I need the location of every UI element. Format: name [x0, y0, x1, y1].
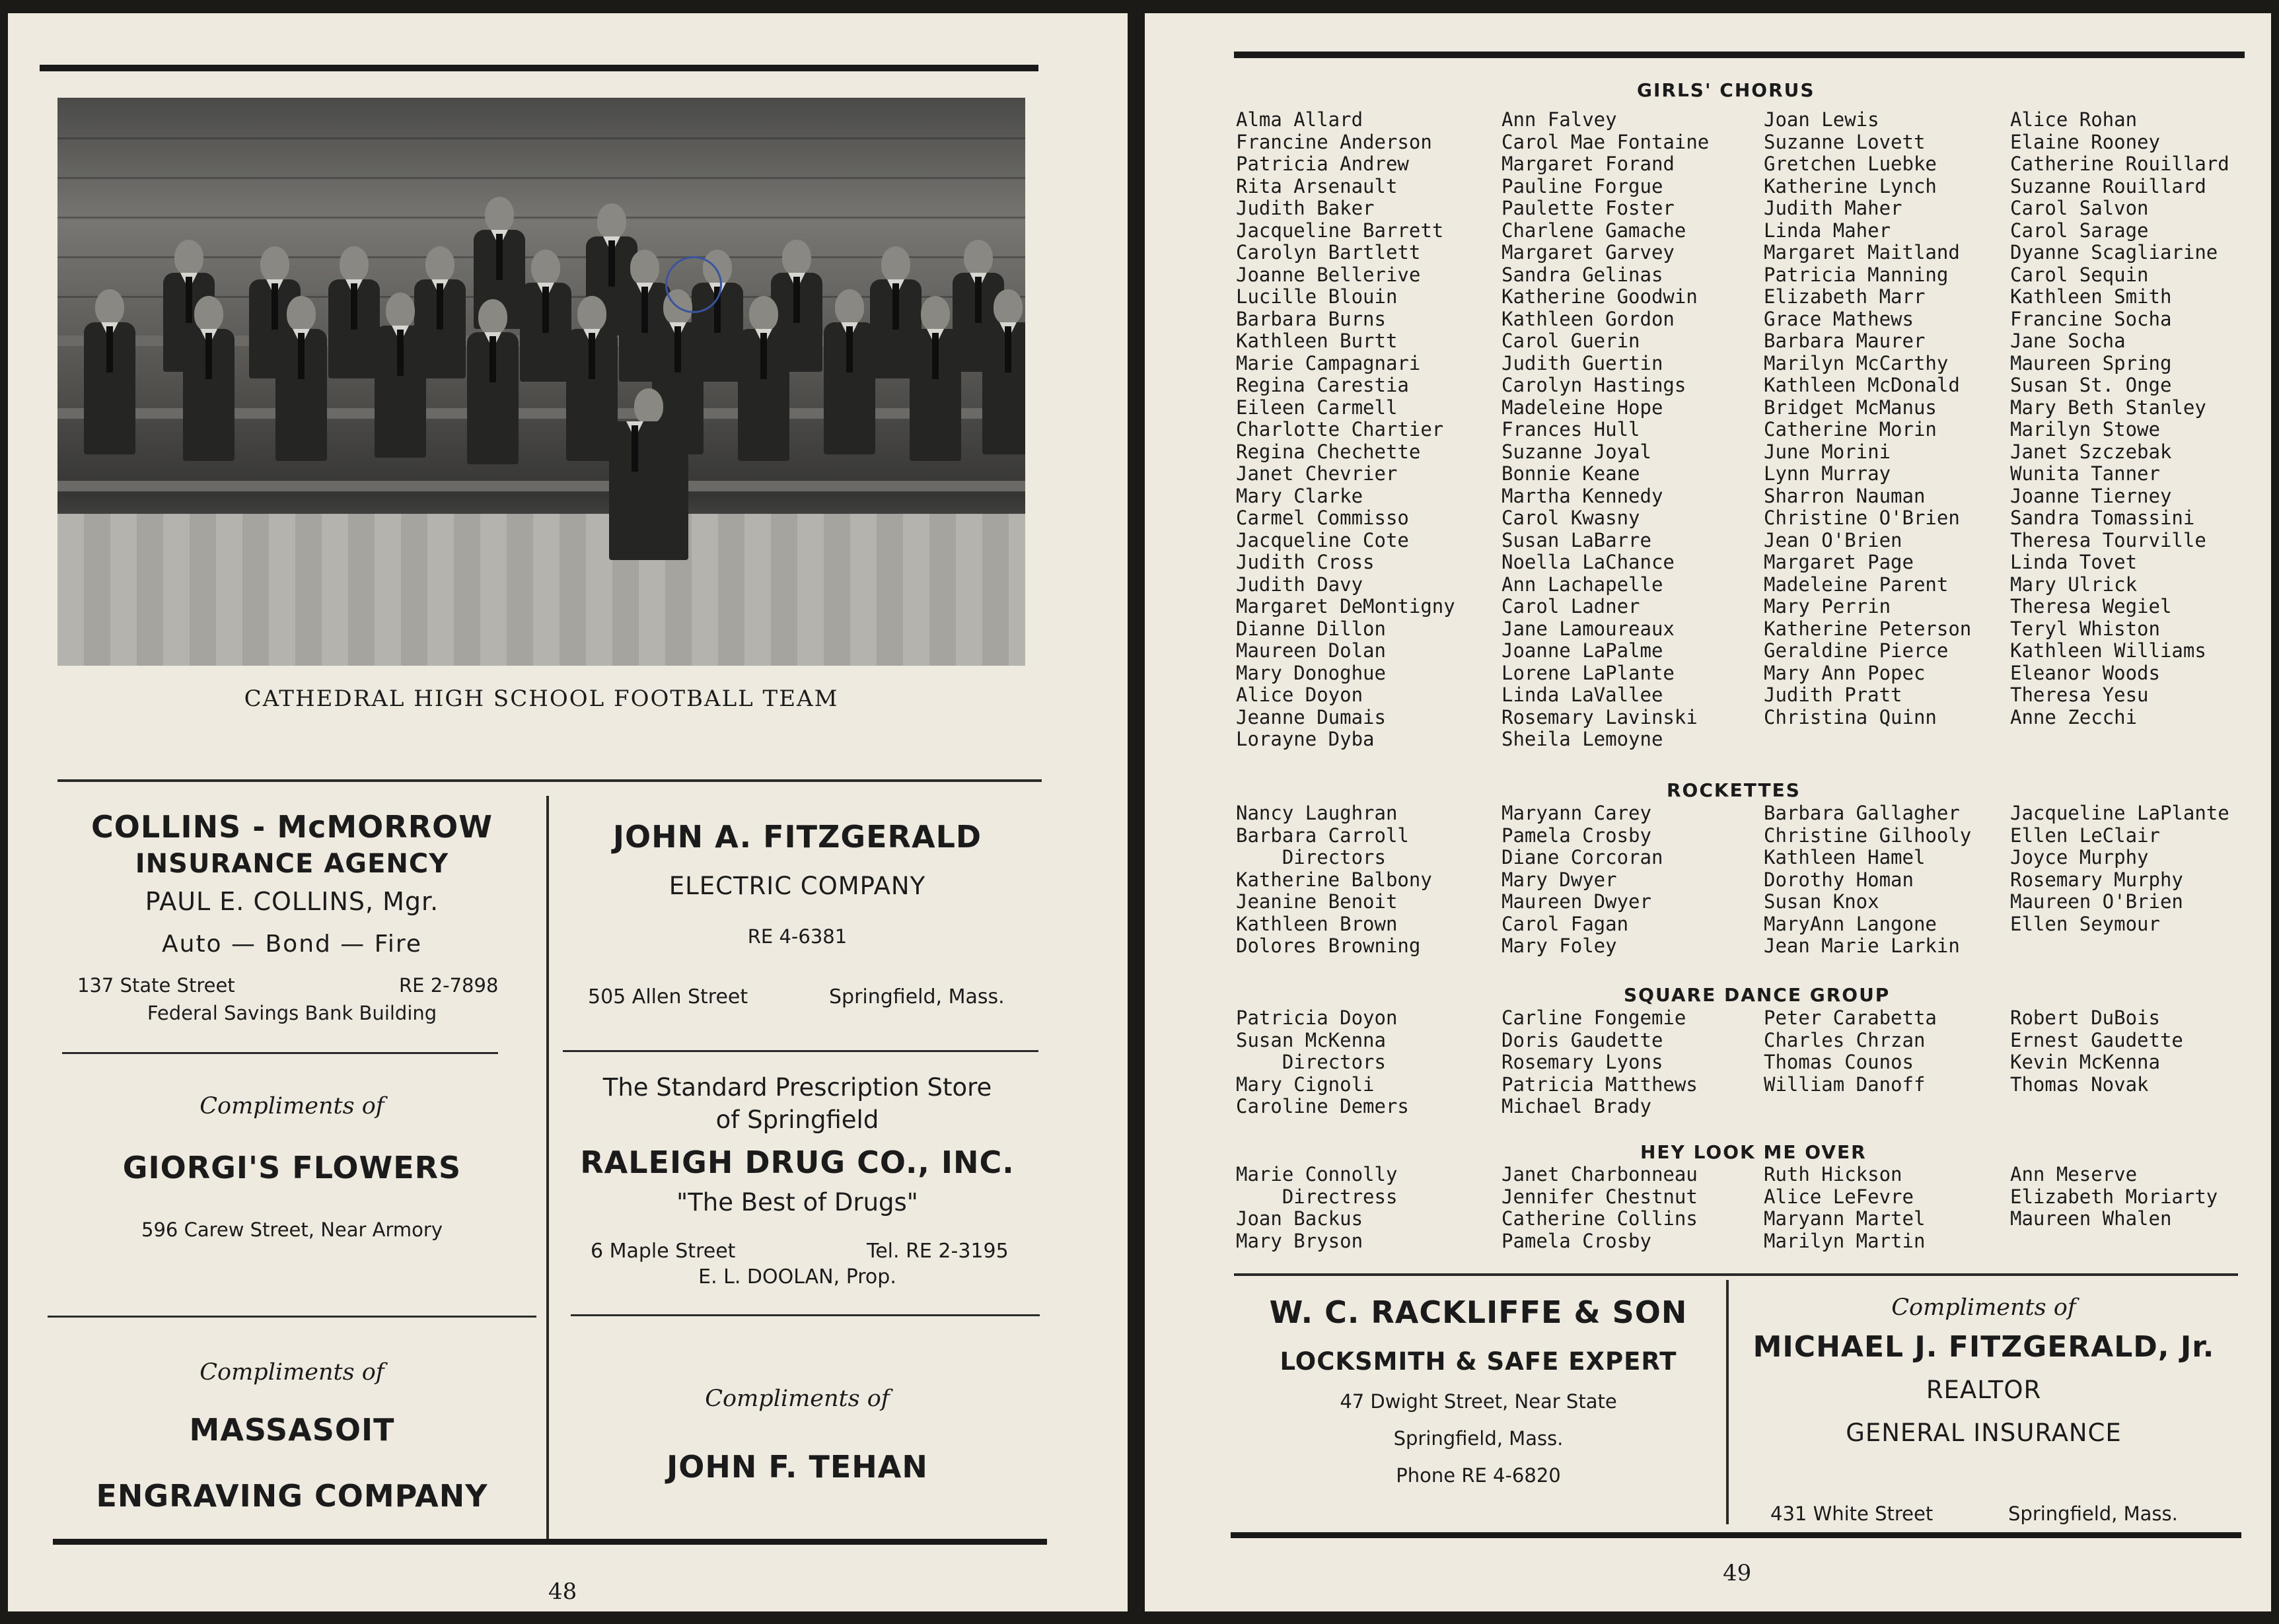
- list-item: Thomas Counos: [1764, 1051, 1914, 1073]
- list-item: Alma Allard: [1236, 108, 1363, 131]
- ad-grid-divider: [546, 796, 549, 1542]
- ad-rule: [62, 1052, 498, 1054]
- hey-look-col4: [2010, 1164, 2218, 1230]
- list-item: Catherine Rouillard: [2010, 153, 2229, 175]
- list-item: Alice LeFevre: [1764, 1185, 1914, 1208]
- list-item: Elizabeth Marr: [1764, 285, 1926, 308]
- list-item: Barbara Burns: [1236, 307, 1386, 330]
- list-item: Mary Beth Stanley: [2010, 396, 2206, 419]
- list-item: Michael Brady: [1501, 1095, 1651, 1117]
- collins-services: Auto — Bond — Fire: [162, 931, 422, 958]
- ad-divider: [1726, 1280, 1729, 1524]
- list-item: Francine Anderson: [1236, 130, 1432, 153]
- list-item: Lorene LaPlante: [1501, 661, 1675, 684]
- list-item: Maryann Martel: [1764, 1207, 1926, 1230]
- list-item: Jennifer Chestnut: [1501, 1185, 1698, 1208]
- list-item: Judith Maher: [1764, 197, 1902, 219]
- ad-rule: [563, 1050, 1038, 1052]
- list-item: Eleanor Woods: [2010, 661, 2160, 684]
- list-item: Lorayne Dyba: [1236, 728, 1375, 750]
- list-item: Jacqueline Barrett: [1236, 219, 1444, 242]
- list-item: Charlene Gamache: [1501, 219, 1686, 242]
- hey-look-col2: [1501, 1164, 1698, 1252]
- list-item: Mary Dwyer: [1501, 868, 1617, 891]
- fitzgerald-subtitle: ELECTRIC COMPANY: [669, 872, 926, 900]
- list-item: Anne Zecchi: [2010, 705, 2138, 728]
- list-item: Mary Clarke: [1236, 484, 1363, 507]
- list-item: Rosemary Lyons: [1501, 1051, 1663, 1073]
- list-item: Directors: [1236, 1051, 1386, 1073]
- hey-look-heading: HEY LOOK ME OVER: [1640, 1141, 1867, 1163]
- list-item: Linda LaVallee: [1501, 684, 1663, 706]
- fitzgerald-electric-ad: [556, 819, 1038, 948]
- list-item: Sharron Nauman: [1764, 484, 1926, 507]
- fitzgerald-address: 505 Allen Street: [588, 985, 748, 1008]
- team-photo: [57, 98, 1025, 666]
- list-item: Rita Arsenault: [1236, 174, 1398, 197]
- list-item: Rosemary Lavinski: [1501, 705, 1698, 728]
- list-item: Mary Ulrick: [2010, 573, 2138, 596]
- list-item: Judith Baker: [1236, 197, 1375, 219]
- list-item: Barbara Maurer: [1764, 330, 1926, 352]
- list-item: Carline Fongemie: [1501, 1006, 1686, 1029]
- list-item: Theresa Tourville: [2010, 528, 2206, 551]
- list-item: Maureen Dwyer: [1501, 890, 1651, 913]
- list-item: Katherine Goodwin: [1501, 285, 1698, 308]
- list-item: Pamela Crosby: [1501, 1229, 1651, 1252]
- list-item: Mary Perrin: [1764, 595, 1891, 618]
- list-item: Pauline Forgue: [1501, 174, 1663, 197]
- list-item: Patricia Doyon: [1236, 1006, 1398, 1029]
- list-item: Pamela Crosby: [1501, 824, 1651, 847]
- list-item: Margaret DeMontigny: [1236, 595, 1455, 618]
- list-item: Maryann Carey: [1501, 802, 1651, 824]
- list-item: Jane Lamoureaux: [1501, 617, 1675, 640]
- list-item: Regina Chechette: [1236, 440, 1421, 463]
- giorgi-ad: [48, 1093, 536, 1241]
- photo-caption: CATHEDRAL HIGH SCHOOL FOOTBALL TEAM: [244, 686, 839, 712]
- list-item: Ellen Seymour: [2010, 912, 2160, 935]
- collins-name: COLLINS - McMORROW: [91, 809, 493, 845]
- list-item: Jeanne Dumais: [1236, 705, 1386, 728]
- fitzgerald-phone: RE 4-6381: [747, 925, 848, 948]
- list-item: Kathleen Hamel: [1764, 846, 1926, 868]
- list-item: Christine Gilhooly: [1764, 824, 1972, 847]
- list-item: Christina Quinn: [1764, 705, 1937, 728]
- collins-building: Federal Savings Bank Building: [147, 1002, 437, 1024]
- raleigh-ad: [556, 1073, 1038, 1217]
- michael-city: Springfield, Mass.: [2008, 1502, 2178, 1525]
- list-item: Kathleen Gordon: [1501, 307, 1675, 330]
- michael-address: 431 White Street: [1770, 1502, 1934, 1525]
- page-number: 49: [1723, 1560, 1752, 1586]
- list-item: Carmel Commisso: [1236, 507, 1409, 529]
- list-item: Margaret Maitland: [1764, 241, 1960, 264]
- list-item: Dianne Dillon: [1236, 617, 1386, 640]
- list-item: Linda Tovet: [2010, 551, 2138, 573]
- list-item: Mary Ann Popec: [1764, 661, 1926, 684]
- list-item: Paulette Foster: [1501, 197, 1675, 219]
- raleigh-slogan: "The Best of Drugs": [676, 1188, 918, 1217]
- list-item: Ruth Hickson: [1764, 1163, 1902, 1185]
- square-dance-col2: [1501, 1007, 1698, 1118]
- raleigh-prop: E. L. DOOLAN, Prop.: [698, 1265, 896, 1289]
- raleigh-line1: The Standard Prescription Store: [602, 1073, 992, 1102]
- list-item: Jean Marie Larkin: [1764, 935, 1960, 957]
- list-item: Margaret Page: [1764, 551, 1914, 573]
- list-item: Dyanne Scagliarine: [2010, 241, 2218, 264]
- list-item: Theresa Wegiel: [2010, 595, 2172, 618]
- list-item: Frances Hull: [1501, 418, 1640, 441]
- list-item: Katherine Balbony: [1236, 868, 1432, 891]
- square-dance-col1: [1236, 1007, 1409, 1118]
- list-item: Regina Carestia: [1236, 374, 1409, 396]
- girls-chorus-col1: [1236, 109, 1455, 751]
- square-dance-col3: [1764, 1007, 1937, 1096]
- list-item: Jane Socha: [2010, 330, 2126, 352]
- rackliffe-subtitle: LOCKSMITH & SAFE EXPERT: [1280, 1347, 1677, 1376]
- square-dance-heading: SQUARE DANCE GROUP: [1624, 984, 1891, 1006]
- fitzgerald-city: Springfield, Mass.: [829, 985, 1005, 1008]
- list-item: Carol Sequin: [2010, 263, 2149, 286]
- list-item: Mary Cignoli: [1236, 1073, 1375, 1096]
- list-item: Charlotte Chartier: [1236, 418, 1444, 441]
- list-item: Ernest Gaudette: [2010, 1028, 2183, 1051]
- list-item: Directors: [1236, 846, 1386, 868]
- list-item: Sandra Tomassini: [2010, 507, 2195, 529]
- list-item: Janet Charbonneau: [1501, 1163, 1698, 1185]
- list-item: Katherine Peterson: [1764, 617, 1972, 640]
- michael-fitzgerald-ad: [1729, 1294, 2238, 1447]
- list-item: Diane Corcoran: [1501, 846, 1663, 868]
- list-item: Marilyn Stowe: [2010, 418, 2160, 441]
- list-item: Alice Rohan: [2010, 108, 2138, 131]
- list-item: Mary Foley: [1501, 935, 1617, 957]
- collins-manager: PAUL E. COLLINS, Mgr.: [145, 887, 439, 916]
- list-item: MaryAnn Langone: [1764, 912, 1937, 935]
- list-item: Jean O'Brien: [1764, 528, 1902, 551]
- tehan-name: JOHN F. TEHAN: [667, 1449, 928, 1485]
- list-item: Ellen LeClair: [2010, 824, 2160, 847]
- girls-chorus-heading: GIRLS' CHORUS: [1637, 79, 1815, 101]
- fitzgerald-name: JOHN A. FITZGERALD: [612, 819, 982, 855]
- bottom-rule: [1231, 1532, 2241, 1538]
- collins-ad: [48, 809, 536, 958]
- raleigh-line2: of Springfield: [715, 1106, 879, 1134]
- list-item: Carol Mae Fontaine: [1501, 130, 1710, 153]
- ink-circle: [665, 256, 722, 313]
- list-item: Gretchen Luebke: [1764, 153, 1937, 175]
- rockettes-col1: [1236, 802, 1432, 958]
- ad-rule: [571, 1314, 1040, 1316]
- massasoit-ad: [48, 1359, 536, 1514]
- girls-chorus-col3: [1764, 109, 1971, 728]
- list-item: Nancy Laughran: [1236, 802, 1398, 824]
- square-dance-col4: [2010, 1007, 2183, 1096]
- top-rule: [1234, 52, 2245, 58]
- list-item: Janet Szczebak: [2010, 440, 2172, 463]
- list-item: Carol Salvon: [2010, 197, 2149, 219]
- list-item: Lynn Murray: [1764, 462, 1891, 485]
- list-item: Dorothy Homan: [1764, 868, 1914, 891]
- list-item: Elaine Rooney: [2010, 130, 2160, 153]
- tehan-compliments: Compliments of: [705, 1386, 890, 1412]
- list-item: Kathleen McDonald: [1764, 374, 1960, 396]
- raleigh-phone: Tel. RE 2-3195: [867, 1240, 1009, 1263]
- list-item: Elizabeth Moriarty: [2010, 1185, 2218, 1208]
- right-page: [1145, 13, 2271, 1611]
- list-item: Mary Donoghue: [1236, 661, 1386, 684]
- list-item: Janet Chevrier: [1236, 462, 1398, 485]
- list-item: Carol Guerin: [1501, 330, 1640, 352]
- list-item: Carol Sarage: [2010, 219, 2149, 242]
- rackliffe-name: W. C. RACKLIFFE & SON: [1269, 1294, 1688, 1330]
- list-item: Judith Pratt: [1764, 684, 1902, 706]
- massasoit-name: MASSASOIT: [189, 1412, 395, 1448]
- michael-name: MICHAEL J. FITZGERALD, Jr.: [1753, 1330, 2215, 1364]
- list-item: Suzanne Joyal: [1501, 440, 1651, 463]
- giorgi-address: 596 Carew Street, Near Armory: [141, 1218, 443, 1241]
- list-item: Patricia Matthews: [1501, 1073, 1698, 1096]
- list-item: Marilyn Martin: [1764, 1229, 1926, 1252]
- list-item: Jacqueline LaPlante: [2010, 802, 2229, 824]
- list-item: Marilyn McCarthy: [1764, 351, 1949, 374]
- list-item: Marie Connolly: [1236, 1163, 1398, 1185]
- list-item: Patricia Manning: [1764, 263, 1949, 286]
- list-item: Bonnie Keane: [1501, 462, 1640, 485]
- list-item: Catherine Collins: [1501, 1207, 1698, 1230]
- ad-grid-top-rule: [57, 779, 1042, 782]
- list-item: Peter Carabetta: [1764, 1006, 1937, 1029]
- list-item: Margaret Forand: [1501, 153, 1675, 175]
- list-item: Ann Meserve: [2010, 1163, 2138, 1185]
- list-item: Judith Cross: [1236, 551, 1375, 573]
- list-item: Kathleen Smith: [2010, 285, 2172, 308]
- list-item: Carol Ladner: [1501, 595, 1640, 618]
- list-item: Carolyn Bartlett: [1236, 241, 1421, 264]
- list-item: Suzanne Lovett: [1764, 130, 1926, 153]
- list-item: Caroline Demers: [1236, 1095, 1409, 1117]
- list-item: Joan Backus: [1236, 1207, 1363, 1230]
- list-item: Linda Maher: [1764, 219, 1891, 242]
- list-item: Noella LaChance: [1501, 551, 1675, 573]
- rockettes-col3: [1764, 802, 1971, 958]
- list-item: Judith Davy: [1236, 573, 1363, 596]
- bottom-rule: [53, 1539, 1047, 1545]
- rackliffe-address: 47 Dwight Street, Near State: [1340, 1390, 1617, 1413]
- list-item: Kathleen Burtt: [1236, 330, 1398, 352]
- raleigh-address: 6 Maple Street: [591, 1240, 736, 1263]
- list-item: Katherine Lynch: [1764, 174, 1937, 197]
- list-item: Wunita Tanner: [2010, 462, 2160, 485]
- list-item: Mary Bryson: [1236, 1229, 1363, 1252]
- list-item: Maureen Dolan: [1236, 639, 1386, 662]
- rackliffe-phone: Phone RE 4-6820: [1396, 1464, 1561, 1487]
- giorgi-compliments: Compliments of: [199, 1093, 384, 1119]
- rockettes-heading: ROCKETTES: [1667, 779, 1801, 801]
- list-item: Joanne Bellerive: [1236, 263, 1421, 286]
- list-item: Charles Chrzan: [1764, 1028, 1926, 1051]
- list-item: June Morini: [1764, 440, 1891, 463]
- collins-address: 137 State Street: [77, 974, 235, 997]
- list-item: Thomas Novak: [2010, 1073, 2149, 1096]
- list-item: Madeleine Parent: [1764, 573, 1949, 596]
- girls-chorus-col2: [1501, 109, 1709, 751]
- list-item: Sheila Lemoyne: [1501, 728, 1663, 750]
- list-item: Marie Campagnari: [1236, 351, 1421, 374]
- raleigh-name: RALEIGH DRUG CO., INC.: [580, 1145, 1015, 1180]
- list-item: Patricia Andrew: [1236, 153, 1409, 175]
- list-item: Kathleen Brown: [1236, 912, 1398, 935]
- rackliffe-ad: [1234, 1294, 1723, 1487]
- list-item: Sandra Gelinas: [1501, 263, 1663, 286]
- list-item: Maureen Spring: [2010, 351, 2172, 374]
- michael-line1: REALTOR: [1926, 1376, 2042, 1404]
- collins-subtitle: INSURANCE AGENCY: [135, 849, 449, 879]
- list-item: Ann Lachapelle: [1501, 573, 1663, 596]
- list-item: Directress: [1236, 1185, 1398, 1208]
- list-item: Kevin McKenna: [2010, 1051, 2160, 1073]
- list-item: Maureen Whalen: [2010, 1207, 2172, 1230]
- list-item: Susan Knox: [1764, 890, 1879, 913]
- rockettes-col2: [1501, 802, 1663, 958]
- massasoit-name2: ENGRAVING COMPANY: [96, 1478, 488, 1514]
- list-item: Kathleen Williams: [2010, 639, 2206, 662]
- list-item: Madeleine Hope: [1501, 396, 1663, 419]
- list-item: Joanne Tierney: [2010, 484, 2172, 507]
- rockettes-col4: [2010, 802, 2229, 935]
- list-item: Margaret Garvey: [1501, 241, 1675, 264]
- list-item: Bridget McManus: [1764, 396, 1937, 419]
- list-item: Susan McKenna: [1236, 1028, 1386, 1051]
- ad-top-rule: [1234, 1273, 2238, 1276]
- list-item: Susan LaBarre: [1501, 528, 1651, 551]
- list-item: Catherine Morin: [1764, 418, 1937, 441]
- page-number: 48: [548, 1578, 577, 1605]
- list-item: Alice Doyon: [1236, 684, 1363, 706]
- list-item: Carolyn Hastings: [1501, 374, 1686, 396]
- massasoit-compliments: Compliments of: [199, 1359, 384, 1386]
- list-item: Christine O'Brien: [1764, 507, 1960, 529]
- girls-chorus-col4: [2010, 109, 2229, 728]
- list-item: Martha Kennedy: [1501, 484, 1663, 507]
- list-item: Ann Falvey: [1501, 108, 1617, 131]
- collins-phone: RE 2-7898: [399, 974, 499, 997]
- michael-compliments: Compliments of: [1891, 1294, 2076, 1321]
- list-item: William Danoff: [1764, 1073, 1926, 1096]
- list-item: Joan Lewis: [1764, 108, 1879, 131]
- hey-look-col3: [1764, 1164, 1925, 1252]
- ad-rule: [48, 1316, 536, 1318]
- list-item: Robert DuBois: [2010, 1006, 2160, 1029]
- list-item: Eileen Carmell: [1236, 396, 1398, 419]
- list-item: Francine Socha: [2010, 307, 2172, 330]
- list-item: Dolores Browning: [1236, 935, 1421, 957]
- giorgi-name: GIORGI'S FLOWERS: [122, 1150, 462, 1185]
- list-item: Rosemary Murphy: [2010, 868, 2183, 891]
- michael-line2: GENERAL INSURANCE: [1846, 1419, 2122, 1447]
- top-rule: [40, 65, 1038, 71]
- list-item: Teryl Whiston: [2010, 617, 2160, 640]
- list-item: Jeanine Benoit: [1236, 890, 1398, 913]
- list-item: Grace Mathews: [1764, 307, 1914, 330]
- list-item: Carol Kwasny: [1501, 507, 1640, 529]
- tehan-ad: [556, 1386, 1038, 1485]
- list-item: Lucille Blouin: [1236, 285, 1398, 308]
- list-item: Geraldine Pierce: [1764, 639, 1949, 662]
- list-item: Doris Gaudette: [1501, 1028, 1663, 1051]
- list-item: Barbara Gallagher: [1764, 802, 1960, 824]
- list-item: Susan St. Onge: [2010, 374, 2172, 396]
- rackliffe-city: Springfield, Mass.: [1393, 1427, 1564, 1450]
- list-item: Joyce Murphy: [2010, 846, 2149, 868]
- left-page: [8, 13, 1128, 1611]
- list-item: Joanne LaPalme: [1501, 639, 1663, 662]
- list-item: Judith Guertin: [1501, 351, 1663, 374]
- list-item: Carol Fagan: [1501, 912, 1629, 935]
- list-item: Barbara Carroll: [1236, 824, 1409, 847]
- list-item: Maureen O'Brien: [2010, 890, 2183, 913]
- list-item: Jacqueline Cote: [1236, 528, 1409, 551]
- hey-look-col1: [1236, 1164, 1397, 1252]
- list-item: Suzanne Rouillard: [2010, 174, 2206, 197]
- list-item: Theresa Yesu: [2010, 684, 2149, 706]
